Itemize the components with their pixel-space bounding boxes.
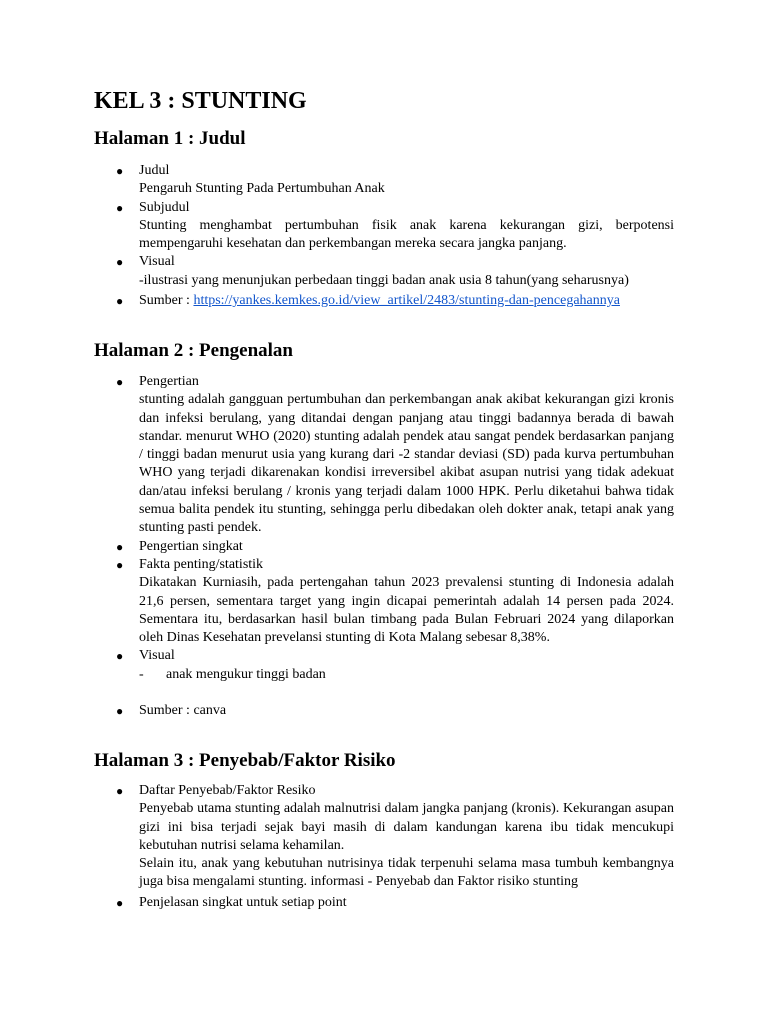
pengertian-label: Pengertian — [139, 374, 199, 389]
bullet-icon: ● — [116, 704, 124, 719]
daftar-text-2: Selain itu, anak yang kebutuhan nutrisinya tidak terpenuhi selama masa tumbuh kembangnya juga bisa mengalami stunting. informasi - Penyebab dan Faktor risiko stunting — [139, 856, 674, 890]
judul-text: Pengaruh Stunting Pada Pertumbuhan Anak — [139, 181, 385, 197]
list-item-fakta — [94, 556, 674, 647]
bullet-icon: ● — [116, 649, 124, 664]
fakta-text: Dikatakan Kurniasih, pada pertengahan tahun 2023 prevalensi stunting di Indonesia adalah 21,6 persen, sementara target yang ingin dicapai pemerintah adalah 14 persen pada 2024. Sementara itu, berdasarkan hasil bulan timbang pada Bulan Februari 2024 yang dilaporkan oleh Dinas Kesehatan prevelansi stunting di Kota Malang sebesar 8,38%. — [139, 575, 674, 646]
bullet-icon: ● — [116, 200, 124, 215]
pengertian-singkat-label: Pengertian singkat — [139, 538, 243, 554]
bullet-icon: ● — [116, 557, 124, 572]
list-item-daftar — [94, 782, 674, 892]
subjudul-label: Subjudul — [139, 199, 190, 215]
bullet-icon: ● — [116, 784, 124, 798]
visual-label: Visual — [139, 648, 175, 664]
dash-marker: - — [139, 666, 144, 682]
list-item-visual — [94, 253, 674, 290]
bullet-icon: ● — [116, 375, 124, 389]
visual-label: Visual — [139, 254, 175, 270]
section-3-heading: Halaman 3 : Penyebab/Faktor Risiko — [94, 750, 396, 771]
sumber-text: Sumber : canva — [139, 703, 227, 719]
daftar-label: Daftar Penyebab/Faktor Resiko — [139, 783, 316, 798]
section-3-list — [94, 782, 674, 912]
list-item-sumber-2 — [94, 702, 674, 720]
sumber-link[interactable]: https://yankes.kemkes.go.id/view_artikel/2483/stunting-dan-pencegahannya — [193, 293, 620, 309]
sumber-label: Sumber : — [139, 293, 194, 309]
bullet-icon: ● — [116, 895, 124, 910]
section-2-heading: Halaman 2 : Pengenalan — [94, 340, 293, 361]
visual-sub-item — [139, 666, 674, 684]
list-item-judul — [94, 162, 674, 199]
bullet-icon: ● — [116, 294, 124, 309]
section-1-list — [94, 162, 674, 310]
list-item-pengertian-singkat — [94, 538, 674, 556]
bullet-icon: ● — [116, 164, 124, 178]
list-item-subjudul — [94, 199, 674, 254]
daftar-text-1: Penyebab utama stunting adalah malnutrisi dalam jangka panjang (kronis). Kekurangan asupan gizi ini bisa terjadi sejak bayi masih di dalam kandungan karena ibu tidak mencukupi kebutuhan nutrisi selama kehamilan. — [139, 801, 674, 853]
section-2-list — [94, 373, 674, 720]
penjelasan-label: Penjelasan singkat untuk setiap point — [139, 894, 347, 910]
visual-text: -ilustrasi yang menunjukan perbedaan tinggi badan anak usia 8 tahun(yang seharusnya) — [139, 272, 629, 288]
pengertian-text: stunting adalah gangguan pertumbuhan dan perkembangan anak akibat kekurangan gizi kronis dan infeksi berulang, yang ditandai dengan panjang atau tinggi badannya berada di bawah standar. menurut WHO (2020) stunting adalah pendek atau sangat pendek berdasarkan panjang / tinggi badan menurut usia yang kurang dari -2 standar deviasi (SD) pada kurva pertumbuhan WHO yang terjadi dikarenakan kondisi irreversibel akibat asupan nutrisi yang tidak adekuat dan/atau infeksi berulang / kronis yang terjadi dalam 1000 HPK. Perlu diketahui bahwa tidak semua balita pendek itu stunting, sehingga perlu dibedakan oleh dokter anak, tetapi anak yang stunting pasti pendek. — [139, 392, 674, 536]
section-1-heading: Halaman 1 : Judul — [94, 128, 246, 149]
document-title: KEL 3 : STUNTING — [94, 88, 307, 114]
list-item-sumber — [94, 292, 674, 310]
list-item-pengertian — [94, 373, 674, 538]
bullet-icon: ● — [116, 255, 124, 270]
list-item-visual-2 — [94, 647, 674, 702]
judul-label: Judul — [139, 163, 170, 178]
bullet-icon: ● — [116, 539, 124, 554]
visual-sub-text: anak mengukur tinggi badan — [166, 666, 326, 682]
fakta-label: Fakta penting/statistik — [139, 556, 264, 572]
subjudul-text: Stunting menghambat pertumbuhan fisik anak karena kekurangan gizi, berpotensi mempengaruhi kesehatan dan perkembangan mereka secara jangka panjang. — [139, 217, 674, 252]
list-item-penjelasan — [94, 894, 674, 912]
